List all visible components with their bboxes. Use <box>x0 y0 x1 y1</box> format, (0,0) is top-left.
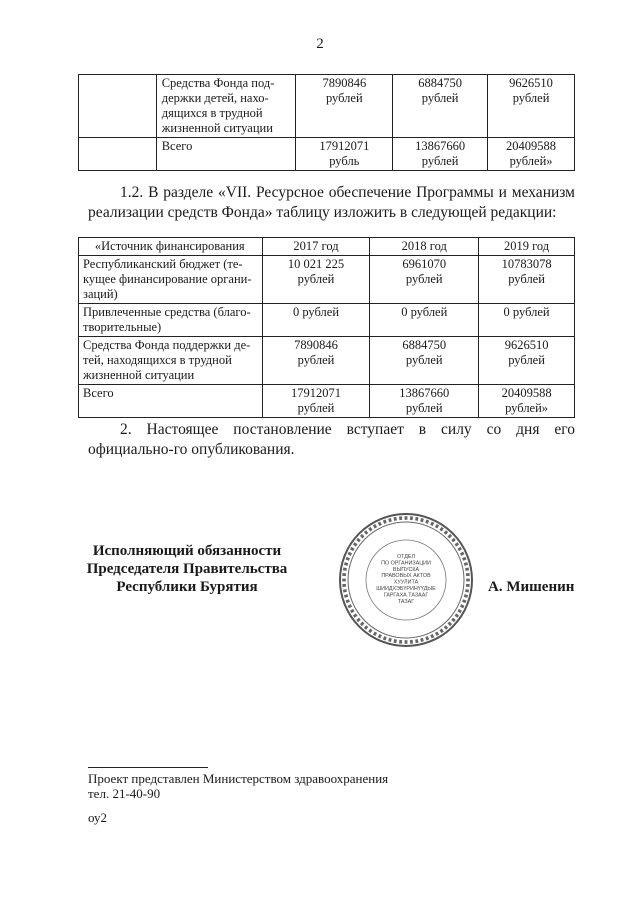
amount-line: 9626510 <box>509 76 553 90</box>
amount-cell <box>479 256 575 304</box>
official-seal <box>336 510 476 650</box>
signatory-title-line: Исполняющий обязанности <box>92 543 282 559</box>
seal-ring-mark <box>462 557 466 561</box>
seal-ring-mark <box>350 547 355 551</box>
table-row <box>79 75 575 138</box>
amount-line: рубль <box>329 154 360 168</box>
row-label-cell <box>79 337 263 385</box>
amount-line: 10783078 <box>501 257 552 271</box>
effective-date-text: 2. Настоящее постановление вступает в силу со дня его официально-го опубликования. <box>88 421 575 458</box>
seal-ring-mark <box>343 589 347 592</box>
amount-line: 20409588 <box>501 386 552 400</box>
seal-ring-mark <box>464 562 468 566</box>
seal-ring-mark <box>368 629 372 634</box>
seal-ring-mark <box>448 622 453 627</box>
amount-line: 10 021 225 <box>287 257 345 271</box>
seal-ring-mark <box>451 618 456 622</box>
seal-ring-mark <box>460 604 464 608</box>
amount-line: рублей <box>297 272 335 286</box>
table-row <box>79 385 575 418</box>
seal-ring-mark <box>378 634 382 638</box>
footer-phone: тел. 21-40-90 <box>88 786 161 801</box>
amount-line: 6961070 <box>402 257 447 271</box>
seal-ring-mark <box>388 518 392 522</box>
seal-ring-mark <box>378 522 382 526</box>
amount-cell <box>479 304 575 337</box>
amount-line: 17912071 <box>319 139 370 153</box>
amount-line: рублей <box>421 91 459 105</box>
amount-cell <box>296 75 393 138</box>
seal-ring-mark <box>448 534 453 539</box>
seal-ring-mark <box>346 599 350 603</box>
amount-cell <box>488 138 575 171</box>
row-label-line: Республиканский бюджет (те- <box>83 257 243 271</box>
seal-ring-mark <box>368 527 372 532</box>
seal-ring-mark <box>356 538 361 542</box>
seal-ring-mark <box>373 631 377 636</box>
amount-line: рублей» <box>509 154 553 168</box>
amount-cell <box>479 337 575 385</box>
amount-line: рублей <box>325 91 363 105</box>
seal-ring-mark <box>373 524 377 529</box>
amount-line: 7890846 <box>322 76 367 90</box>
amount-line: 6884750 <box>402 338 447 352</box>
seal-inner-line: ПРАВОВЫХ АКТОВ <box>381 573 431 580</box>
amount-line: 13867660 <box>415 139 466 153</box>
seal-ring-mark <box>353 613 358 617</box>
seal-ring-mark <box>343 568 347 571</box>
seal-ring-mark <box>430 634 434 638</box>
seal-ring-mark <box>465 589 469 592</box>
amount-cell <box>262 304 370 337</box>
column-header: «Источник финансирования <box>79 238 263 256</box>
seal-ring-mark <box>353 542 358 546</box>
seal-inner-line: ГАРГАХА ТАЗААГ <box>383 592 429 599</box>
effective-date-paragraph <box>88 420 575 460</box>
seal-ring-mark <box>399 640 402 644</box>
row-label-line: жизненной ситуации <box>83 368 195 382</box>
seal-ring-mark <box>462 599 466 603</box>
seal-inner-line: ТАЗАГ <box>397 598 415 605</box>
amount-line: рублей <box>508 353 545 367</box>
seal-ring-mark <box>410 640 413 644</box>
seal-ring-mark <box>466 573 470 576</box>
seal-ring-mark <box>383 636 387 640</box>
empty-cell <box>79 138 157 171</box>
row-label-cell <box>79 385 263 418</box>
amount-cell <box>479 385 575 418</box>
amount-line: рублей <box>508 272 545 286</box>
table2-body <box>79 238 575 418</box>
seal-ring-mark <box>435 631 439 636</box>
seal-ring-mark <box>420 638 424 642</box>
signatory-title-line: Республики Бурятия <box>116 579 258 595</box>
row-label-cell <box>79 304 263 337</box>
row-label-line: заций) <box>83 287 118 301</box>
amount-cell <box>262 256 370 304</box>
column-header: 2018 год <box>370 238 479 256</box>
amount-line: 13867660 <box>399 386 450 400</box>
seal-ring-mark <box>455 613 460 617</box>
row-label-line: Привлеченные средства (благо- <box>83 305 251 319</box>
seal-ring-mark <box>342 584 346 587</box>
amount-line: 0 рублей <box>503 305 550 319</box>
seal-ring-mark <box>364 625 368 630</box>
amount-line: 17912071 <box>290 386 341 400</box>
amount-cell <box>370 256 479 304</box>
amount-line: рублей <box>297 353 335 367</box>
seal-ring-mark <box>394 639 397 643</box>
row-label-cell <box>156 138 296 171</box>
seal-ring-mark <box>420 518 424 522</box>
row-label-cell <box>156 75 296 138</box>
seal-ring-mark <box>439 629 443 634</box>
signatory-name: А. Мишенин <box>488 579 575 595</box>
seal-ring-mark <box>439 527 443 532</box>
amount-line: 0 рублей <box>401 305 448 319</box>
row-label-line: дящихся в трудной <box>161 106 263 120</box>
seal-ring-mark <box>344 562 348 566</box>
column-header: 2019 год <box>479 238 575 256</box>
seal-ring-mark <box>444 530 448 535</box>
amount-cell <box>262 385 370 418</box>
row-label-line: творительные) <box>83 320 162 334</box>
seal-ring-mark <box>444 625 448 630</box>
amount-cell <box>296 138 393 171</box>
seal-ring-mark <box>342 573 346 576</box>
seal-ring-mark <box>425 520 429 524</box>
seal-ring-mark <box>460 552 464 556</box>
seal-ring-mark <box>364 530 368 535</box>
amount-cell <box>393 75 488 138</box>
page-number: 2 <box>316 36 324 52</box>
footer-code: оу2 <box>88 810 108 825</box>
table1-body <box>79 75 575 171</box>
seal-ring-mark <box>342 579 346 582</box>
seal-ring-mark <box>348 552 352 556</box>
seal-inner-line: ПО ОРГАНИЗАЦИИ <box>381 560 431 567</box>
amendment-paragraph-1-2: 1.2. В разделе «VII. Ресурсное обеспечение Программы и механизм реализации средств Фонда» таблицу изложить в следующей редакции: <box>88 184 575 221</box>
amount-line: рублей» <box>505 401 549 415</box>
seal-ring-mark <box>455 542 460 546</box>
seal-ring-mark <box>466 584 470 587</box>
seal-ring-mark <box>410 516 413 520</box>
amount-cell <box>370 304 479 337</box>
seal-ring-mark <box>457 547 462 551</box>
seal-inner-line: ХУУЛИТА <box>393 579 419 586</box>
row-label-cell <box>79 256 263 304</box>
amount-line: рублей <box>405 353 443 367</box>
empty-cell <box>79 75 157 138</box>
amount-cell <box>262 337 370 385</box>
amount-line: 6884750 <box>418 76 463 90</box>
amount-line: рублей <box>421 154 459 168</box>
row-label-line: Средства Фонда поддержки де- <box>83 338 251 352</box>
seal-ring-mark <box>360 534 365 539</box>
seal-ring-mark <box>457 609 462 613</box>
seal-ring-mark <box>405 516 408 520</box>
seal-ring-mark <box>435 524 439 529</box>
funding-table-continuation <box>78 74 575 171</box>
amount-cell <box>393 138 488 171</box>
table-header-row <box>79 238 575 256</box>
seal-ring-mark <box>383 520 387 524</box>
seal-ring-mark <box>394 517 397 521</box>
row-label-line: жизненной ситуации <box>161 121 273 135</box>
seal-ring-mark <box>415 517 418 521</box>
seal-ring-mark <box>430 522 434 526</box>
row-label-line: Средства Фонда под- <box>161 76 275 90</box>
amount-line: 9626510 <box>504 338 549 352</box>
table-row <box>79 138 575 171</box>
seal-ring-mark <box>466 579 470 582</box>
seal-inner-line: ВЫПУСКА <box>392 566 420 573</box>
signatory-title-line: Председателя Правительства <box>86 561 288 577</box>
table-row <box>79 304 575 337</box>
seal-ring-mark <box>344 594 348 598</box>
table-row <box>79 337 575 385</box>
column-header: 2017 год <box>262 238 370 256</box>
row-label-line: тей, находящихся в трудной <box>83 353 232 367</box>
seal-ring-mark <box>425 636 429 640</box>
row-label-line: Всего <box>161 139 193 153</box>
seal-ring-mark <box>465 568 469 571</box>
amount-cell <box>370 385 479 418</box>
signatory-title <box>82 542 292 596</box>
seal-ring-mark <box>451 538 456 542</box>
amount-line: 0 рублей <box>292 305 340 319</box>
footer-divider <box>88 767 208 768</box>
seal-ring-mark <box>348 604 352 608</box>
seal-ring-mark <box>356 618 361 622</box>
row-label-line: держки детей, нахо- <box>161 91 269 105</box>
seal-inner-line: ОТДЕЛ <box>396 554 416 560</box>
funding-sources-table <box>78 237 575 418</box>
footer-project-note: Проект представлен Министерством здравоохранения <box>88 771 389 786</box>
row-label-line: кущее финансирование органи- <box>83 272 252 286</box>
amount-line: рублей <box>405 401 443 415</box>
seal-ring-mark <box>346 557 350 561</box>
seal-ring-mark <box>464 594 468 598</box>
seal-ring-mark <box>388 638 392 642</box>
seal-ring-mark <box>360 622 365 627</box>
seal-inner-line: ШИИДХЭБҮРИНҮҮДЫЕ <box>376 586 436 592</box>
amount-line: рублей <box>405 272 443 286</box>
amount-cell <box>370 337 479 385</box>
amount-line: 20409588 <box>506 139 557 153</box>
seal-ring-mark <box>399 516 402 520</box>
amount-cell <box>488 75 575 138</box>
amount-line: 7890846 <box>294 338 338 352</box>
seal-ring-mark <box>415 639 418 643</box>
seal-ring-mark <box>350 609 355 613</box>
seal-ring-mark <box>405 640 408 644</box>
amount-line: рублей <box>512 91 550 105</box>
amount-line: рублей <box>297 401 335 415</box>
table-row <box>79 256 575 304</box>
row-label-line: Всего <box>83 386 114 400</box>
